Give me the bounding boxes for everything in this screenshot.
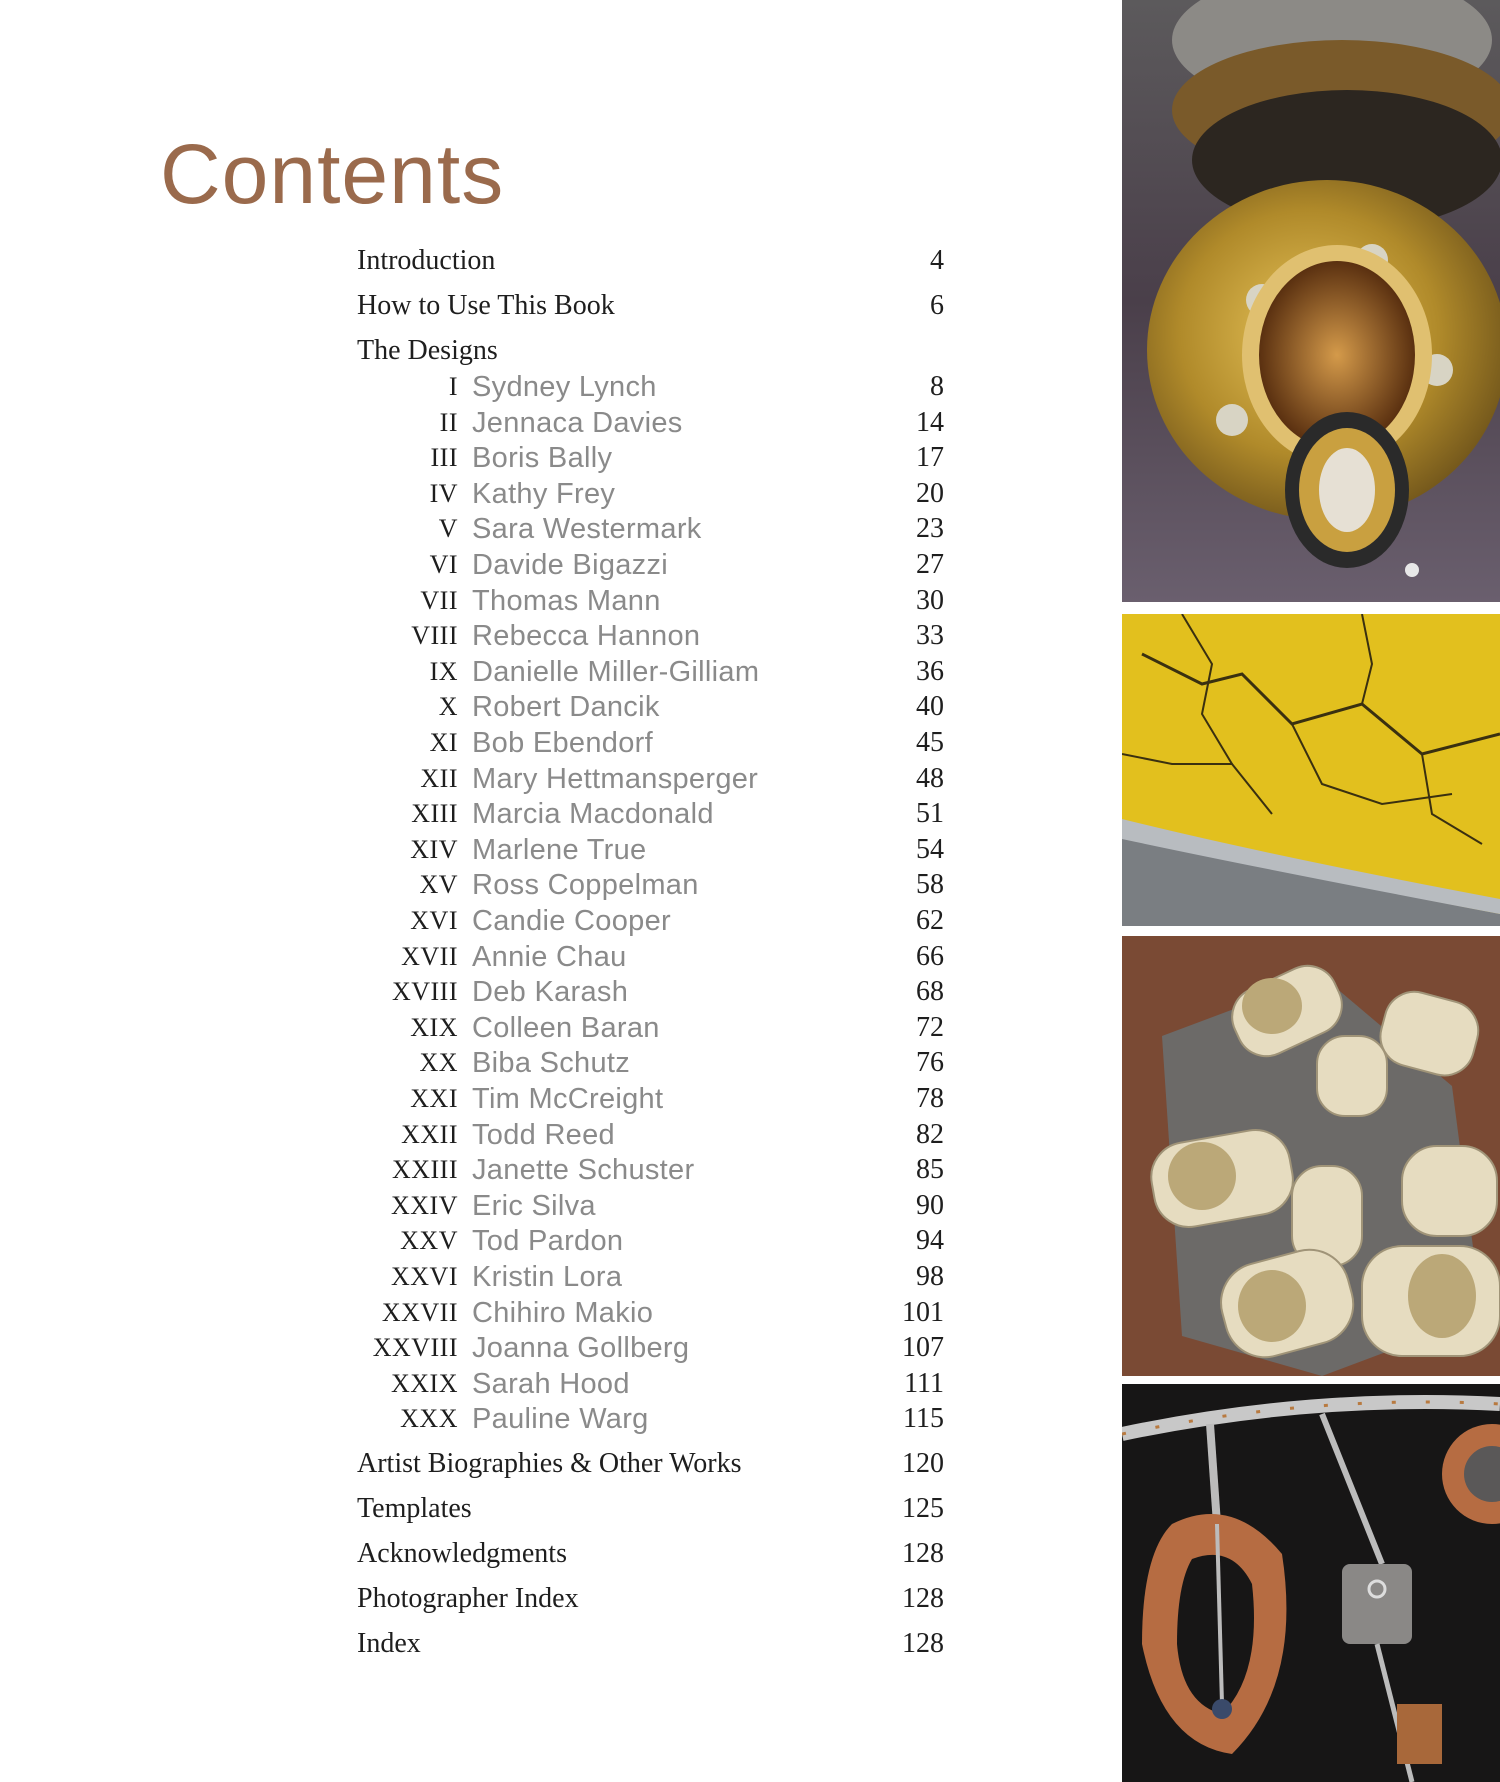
design-numeral: XXIX [391,1368,458,1398]
design-entry[interactable] [0,618,1000,654]
design-page: 98 [916,1261,944,1292]
toc-entry-page: 128 [902,1538,944,1569]
page-title: Contents [160,127,505,221]
design-numeral: XXVII [381,1297,458,1327]
design-numeral: VIII [411,621,458,651]
design-name: Sydney Lynch [472,371,657,403]
toc-entry-photographer-index[interactable] [0,1581,1000,1617]
design-name: Rebecca Hannon [472,620,701,653]
toc-entry-how-to-use[interactable] [0,288,1000,324]
design-numeral: V [438,514,458,544]
design-name: Deb Karash [472,976,629,1009]
toc-entry-templates[interactable] [0,1491,1000,1527]
design-page: 48 [916,762,944,794]
design-page: 17 [916,442,944,474]
design-entry[interactable] [0,903,1000,939]
design-name: Pauline Warg [472,1403,649,1436]
design-numeral: XVI [410,906,458,935]
design-numeral: X [438,692,458,722]
design-name: Danielle Miller-Gilliam [472,655,760,688]
design-numeral: XXVI [391,1262,458,1291]
design-page: 8 [930,371,944,402]
toc-entry-index[interactable] [0,1626,1000,1662]
toc-entry-label: Introduction [357,245,496,276]
design-numeral: XXII [401,1119,458,1149]
design-entry[interactable] [0,1223,1000,1259]
toc-entry-label: The Designs [357,335,498,366]
design-name: Davide Bigazzi [472,549,669,581]
design-page: 58 [916,869,944,901]
photo-column [1122,0,1500,1782]
toc-entry-label: Artist Biographies & Other Works [357,1448,742,1479]
design-page: 82 [916,1118,944,1150]
design-page: 33 [916,620,944,652]
jewelry-photo-necklace [1122,1384,1500,1782]
design-entry[interactable] [0,761,1000,797]
design-page: 72 [916,1011,944,1043]
toc-entry-label: Index [357,1628,421,1659]
design-numeral: XII [420,763,458,793]
design-page: 85 [916,1154,944,1186]
toc-entry-label: Photographer Index [357,1583,579,1614]
design-page: 23 [916,513,944,545]
design-name: Thomas Mann [472,584,661,617]
jewelry-photo-bone-beads [1122,936,1500,1376]
design-page: 107 [902,1332,944,1364]
design-name: Todd Reed [472,1118,615,1151]
design-name: Chihiro Makio [472,1296,654,1329]
design-entry[interactable] [0,1401,1000,1437]
design-name: Janette Schuster [472,1154,695,1187]
design-name: Boris Bally [472,442,613,475]
design-numeral: VII [420,585,458,615]
design-entry[interactable] [0,796,1000,832]
design-entry[interactable] [0,1188,1000,1224]
design-page: 40 [916,691,944,723]
jewelry-photo-rings [1122,0,1500,602]
design-numeral: XI [429,728,458,757]
design-name: Kathy Frey [472,477,616,510]
design-entry[interactable] [0,1081,1000,1117]
design-page: 54 [916,833,944,865]
design-entry[interactable] [0,547,1000,583]
toc-entry-page: 6 [930,290,944,321]
jewelry-photo-enamel [1122,614,1500,926]
design-page: 36 [916,655,944,687]
toc-entry-artist-biographies[interactable] [0,1446,1000,1482]
design-name: Marlene True [472,833,647,866]
design-numeral: III [430,443,458,473]
design-page: 27 [916,549,944,580]
design-numeral: XIV [410,834,458,864]
design-numeral: XVII [401,941,458,971]
design-page: 45 [916,727,944,758]
design-entry[interactable] [0,1152,1000,1188]
design-page: 51 [916,798,944,830]
design-page: 94 [916,1225,944,1257]
design-numeral: I [448,372,458,401]
design-entry[interactable] [0,1295,1000,1331]
design-entry[interactable] [0,1259,1000,1295]
design-entry[interactable] [0,1010,1000,1046]
design-page: 68 [916,976,944,1008]
toc-entry-label: How to Use This Book [357,290,615,321]
design-name: Ross Coppelman [472,869,699,902]
design-page: 66 [916,940,944,972]
toc-entry-label: Templates [357,1493,472,1524]
toc-entry-page: 4 [930,245,944,276]
design-numeral: XIII [411,799,458,829]
design-entry[interactable] [0,867,1000,903]
design-entry[interactable] [0,511,1000,547]
design-name: Eric Silva [472,1189,596,1222]
design-numeral: XXVIII [372,1333,458,1363]
design-name: Kristin Lora [472,1261,623,1293]
design-entry[interactable] [0,440,1000,476]
design-page: 76 [916,1047,944,1079]
toc-entry-page: 125 [902,1493,944,1524]
design-name: Biba Schutz [472,1047,631,1080]
design-page: 14 [916,406,944,438]
design-entry[interactable] [0,832,1000,868]
design-numeral: XXI [410,1084,458,1113]
design-page: 20 [916,477,944,509]
design-numeral: XV [419,870,458,900]
toc-entry-acknowledgments[interactable] [0,1536,1000,1572]
design-name: Jennaca Davies [472,406,683,439]
design-entry[interactable] [0,689,1000,725]
design-name: Candie Cooper [472,905,671,937]
design-entry[interactable] [0,654,1000,690]
design-page: 78 [916,1083,944,1114]
design-entry[interactable] [0,476,1000,512]
design-entry[interactable] [0,725,1000,761]
design-name: Colleen Baran [472,1011,660,1044]
design-numeral: VI [429,550,458,579]
design-entry[interactable] [0,1117,1000,1153]
design-page: 111 [904,1367,944,1399]
design-entry[interactable] [0,939,1000,975]
design-name: Tim McCreight [472,1083,664,1115]
design-name: Sara Westermark [472,513,702,546]
design-name: Marcia Macdonald [472,798,714,831]
design-numeral: XVIII [391,977,458,1007]
toc-entry-page: 120 [902,1448,944,1479]
design-numeral: XIX [410,1012,458,1042]
design-name: Robert Dancik [472,691,660,724]
design-entry[interactable] [0,583,1000,619]
design-entry[interactable] [0,1330,1000,1366]
toc-entry-page: 128 [902,1583,944,1614]
design-numeral: XXIV [391,1190,458,1220]
toc-entry-introduction[interactable] [0,243,1000,279]
toc-entry-the-designs[interactable] [0,333,1000,369]
design-name: Annie Chau [472,940,627,973]
design-page: 101 [902,1296,944,1328]
design-page: 62 [916,905,944,936]
design-entry[interactable] [0,369,1000,405]
toc-entry-page: 128 [902,1628,944,1659]
design-page: 30 [916,584,944,616]
design-entry[interactable] [0,1366,1000,1402]
design-numeral: XX [419,1048,458,1078]
design-page: 90 [916,1189,944,1221]
design-entry[interactable] [0,405,1000,441]
design-page: 115 [903,1403,944,1435]
design-name: Mary Hettmansperger [472,762,759,795]
toc-entry-label: Acknowledgments [357,1538,567,1569]
design-numeral: IX [429,656,458,686]
design-name: Sarah Hood [472,1367,630,1400]
design-entry[interactable] [0,974,1000,1010]
design-numeral: II [439,407,458,437]
design-numeral: IV [429,478,458,508]
design-entry[interactable] [0,1045,1000,1081]
design-numeral: XXX [400,1404,458,1434]
design-name: Joanna Gollberg [472,1332,690,1365]
design-numeral: XXIII [391,1155,458,1185]
design-numeral: XXV [400,1226,458,1256]
design-name: Tod Pardon [472,1225,624,1258]
design-name: Bob Ebendorf [472,727,653,759]
